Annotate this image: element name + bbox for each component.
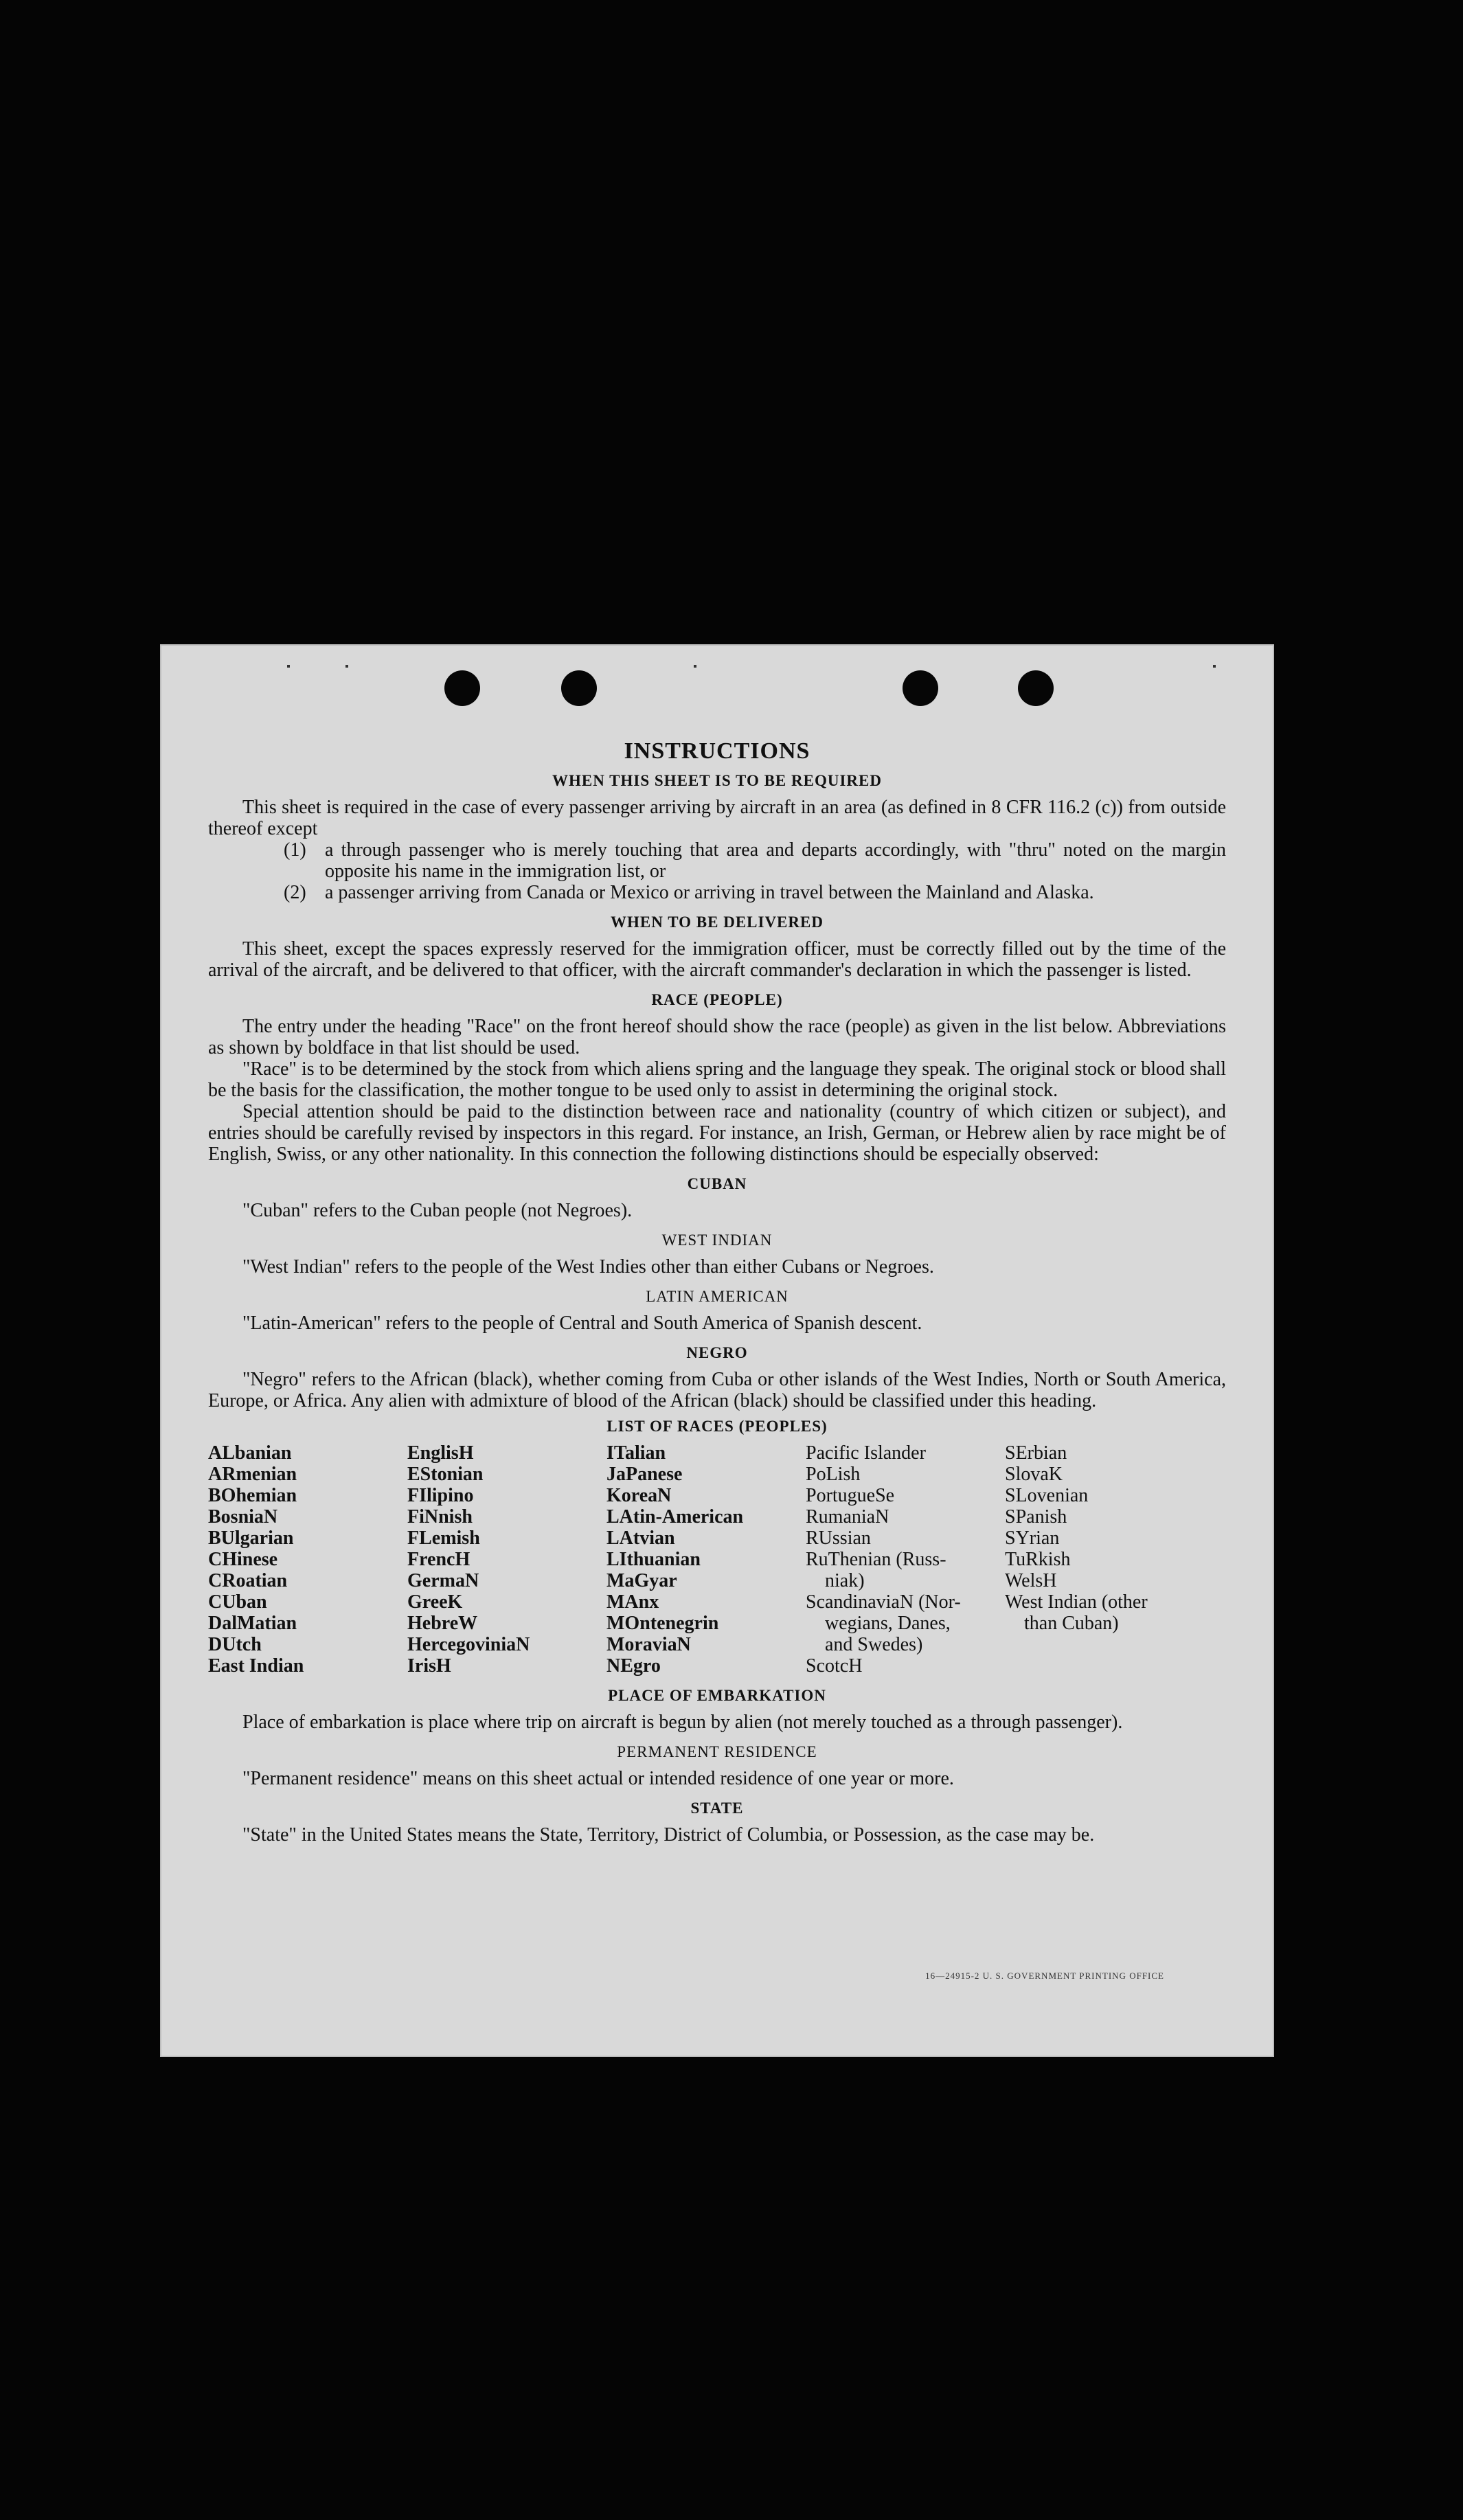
heading-race-list: LIST OF RACES (PEOPLES) — [606, 1418, 828, 1435]
paper-speck — [1213, 665, 1216, 668]
race-entry: CHinese — [208, 1549, 278, 1570]
race-paragraph: Special attention should be paid to the distinction between race and nationality (country of which citizen or subject), and entries should be carefully revised by inspectors in this regard. For instance, an Irish, German, or Hebrew alien by race might be of English, Swiss, or any other nationality. In this connection the following distinctions should be especially observed: — [208, 1101, 1226, 1165]
punch-hole — [1018, 670, 1054, 706]
race-entry: SLovenian — [1005, 1485, 1089, 1506]
punch-hole — [903, 670, 938, 706]
race-entry: EnglisH — [407, 1442, 474, 1464]
race-entry: FiNnish — [407, 1506, 473, 1528]
negro-text: "Negro" refers to the African (black), whether coming from Cuba or other islands of the West Indies, North or South America, Europe, or Africa. Any alien with admixture of blood of the African (black) should be classified under this heading. — [208, 1369, 1226, 1411]
race-entry: LAtin-American — [606, 1506, 744, 1528]
heading-cuban: CUBAN — [687, 1175, 747, 1192]
race-entry: than Cuban) — [1024, 1613, 1119, 1634]
race-entry: ARmenian — [208, 1464, 297, 1485]
punch-hole — [444, 670, 480, 706]
race-entry: RuThenian (Russ- — [806, 1549, 946, 1570]
race-entry: GreeK — [407, 1591, 463, 1613]
race-entry: MaGyar — [606, 1570, 677, 1591]
race-column — [1005, 1442, 1183, 1677]
race-entry: MAnx — [606, 1591, 659, 1613]
race-entry: LIthuanian — [606, 1549, 701, 1570]
latin-american-text: "Latin-American" refers to the people of Central and South America of Spanish descent. — [242, 1313, 922, 1334]
punch-hole — [561, 670, 597, 706]
instructions-content — [208, 740, 1226, 1846]
race-entry: CUban — [208, 1591, 267, 1613]
race-entry: FLemish — [407, 1528, 480, 1549]
heading-state: STATE — [690, 1800, 744, 1817]
west-indian-text: "West Indian" refers to the people of the West Indies other than either Cubans or Negroes. — [242, 1256, 934, 1278]
heading-embarkation: PLACE OF EMBARKATION — [608, 1687, 826, 1704]
race-entry: HercegoviniaN — [407, 1634, 530, 1655]
exception-item — [284, 839, 1226, 882]
race-column — [208, 1442, 407, 1677]
race-entry: LAtvian — [606, 1528, 675, 1549]
printing-office-code: 16—24915-2 U. S. GOVERNMENT PRINTING OFFICE — [925, 1971, 1164, 1981]
race-entry: BOhemian — [208, 1485, 297, 1506]
exception-number: (2) — [284, 882, 306, 903]
race-entry: ALbanian — [208, 1442, 292, 1464]
race-entry: CRoatian — [208, 1570, 288, 1591]
race-entry: SPanish — [1005, 1506, 1067, 1528]
required-intro: This sheet is required in the case of every passenger arriving by aircraft in an area (as defined in 8 CFR 116.2 (c)) from outside thereof except — [208, 797, 1226, 839]
race-paragraph: The entry under the heading "Race" on the front hereof should show the race (people) as given in the list below. Abbreviations as shown by boldface in that list should be used. — [208, 1016, 1226, 1058]
race-entry: EStonian — [407, 1464, 484, 1485]
race-entry: West Indian (other — [1005, 1591, 1148, 1613]
race-entry: wegians, Danes, — [825, 1613, 951, 1634]
paper-speck — [694, 665, 696, 668]
race-paragraph: "Race" is to be determined by the stock from which aliens spring and the language they speak. The original stock or blood shall be the basis for the classification, the mother tongue to be used only to assist in determining the original stock. — [208, 1058, 1226, 1101]
paper-speck — [345, 665, 348, 668]
race-entry: DUtch — [208, 1634, 262, 1655]
heading-race: RACE (PEOPLE) — [651, 991, 783, 1008]
race-list — [208, 1442, 1226, 1677]
race-entry: FrencH — [407, 1549, 470, 1570]
race-column — [806, 1442, 1005, 1677]
race-entry: FIlipino — [407, 1485, 474, 1506]
heading-west-indian: WEST INDIAN — [661, 1231, 773, 1249]
race-entry: IrisH — [407, 1655, 451, 1677]
cuban-text: "Cuban" refers to the Cuban people (not Negroes). — [242, 1200, 633, 1221]
document-sheet — [160, 644, 1274, 2057]
page-title: INSTRUCTIONS — [624, 738, 810, 764]
race-entry: HebreW — [407, 1613, 478, 1634]
race-column — [606, 1442, 806, 1677]
race-entry: MOntenegrin — [606, 1613, 719, 1634]
race-entry: PoLish — [806, 1464, 861, 1485]
race-entry: MoraviaN — [606, 1634, 691, 1655]
race-entry: SErbian — [1005, 1442, 1067, 1464]
exception-text: a passenger arriving from Canada or Mexico or arriving in travel between the Mainland and Alaska. — [325, 882, 1094, 903]
exception-number: (1) — [284, 839, 306, 861]
heading-latin-american: LATIN AMERICAN — [646, 1288, 789, 1305]
race-entry: GermaN — [407, 1570, 479, 1591]
exception-item — [284, 882, 1226, 903]
race-entry: KoreaN — [606, 1485, 672, 1506]
race-entry: niak) — [825, 1570, 865, 1591]
race-entry: SYrian — [1005, 1528, 1060, 1549]
race-entry: BosniaN — [208, 1506, 278, 1528]
exception-text: a through passenger who is merely touching that area and departs accordingly, with "thru" noted on the margin opposite his name in the immigration list, or — [325, 839, 1226, 882]
race-entry: East Indian — [208, 1655, 304, 1677]
heading-when-delivered: WHEN TO BE DELIVERED — [611, 913, 824, 931]
heading-residence: PERMANENT RESIDENCE — [617, 1743, 817, 1760]
residence-text: "Permanent residence" means on this sheet actual or intended residence of one year or more. — [242, 1768, 954, 1789]
race-entry: ITalian — [606, 1442, 666, 1464]
race-column — [407, 1442, 606, 1677]
heading-negro: NEGRO — [686, 1344, 748, 1361]
race-entry: PortugueSe — [806, 1485, 895, 1506]
race-entry: RumaniaN — [806, 1506, 889, 1528]
race-entry: RUssian — [806, 1528, 871, 1549]
race-entry: BUlgarian — [208, 1528, 294, 1549]
state-text: "State" in the United States means the State, Territory, District of Columbia, or Possession, as the case may be. — [242, 1824, 1095, 1846]
race-entry: NEgro — [606, 1655, 661, 1677]
embarkation-text: Place of embarkation is place where trip on aircraft is begun by alien (not merely touched as a through passenger). — [242, 1712, 1123, 1733]
race-entry: Pacific Islander — [806, 1442, 926, 1464]
heading-when-required: WHEN THIS SHEET IS TO BE REQUIRED — [552, 772, 882, 789]
race-entry: WelsH — [1005, 1570, 1057, 1591]
race-entry: ScotcH — [806, 1655, 863, 1677]
delivered-text: This sheet, except the spaces expressly reserved for the immigration officer, must be correctly filled out by the time of the arrival of the aircraft, and be delivered to that officer, with the aircraft commander's declaration in which the passenger is listed. — [208, 938, 1226, 981]
race-entry: TuRkish — [1005, 1549, 1071, 1570]
paper-speck — [287, 665, 290, 668]
race-entry: JaPanese — [606, 1464, 683, 1485]
race-entry: SlovaK — [1005, 1464, 1063, 1485]
race-entry: and Swedes) — [825, 1634, 923, 1655]
race-entry: ScandinaviaN (Nor- — [806, 1591, 961, 1613]
race-entry: DalMatian — [208, 1613, 297, 1634]
